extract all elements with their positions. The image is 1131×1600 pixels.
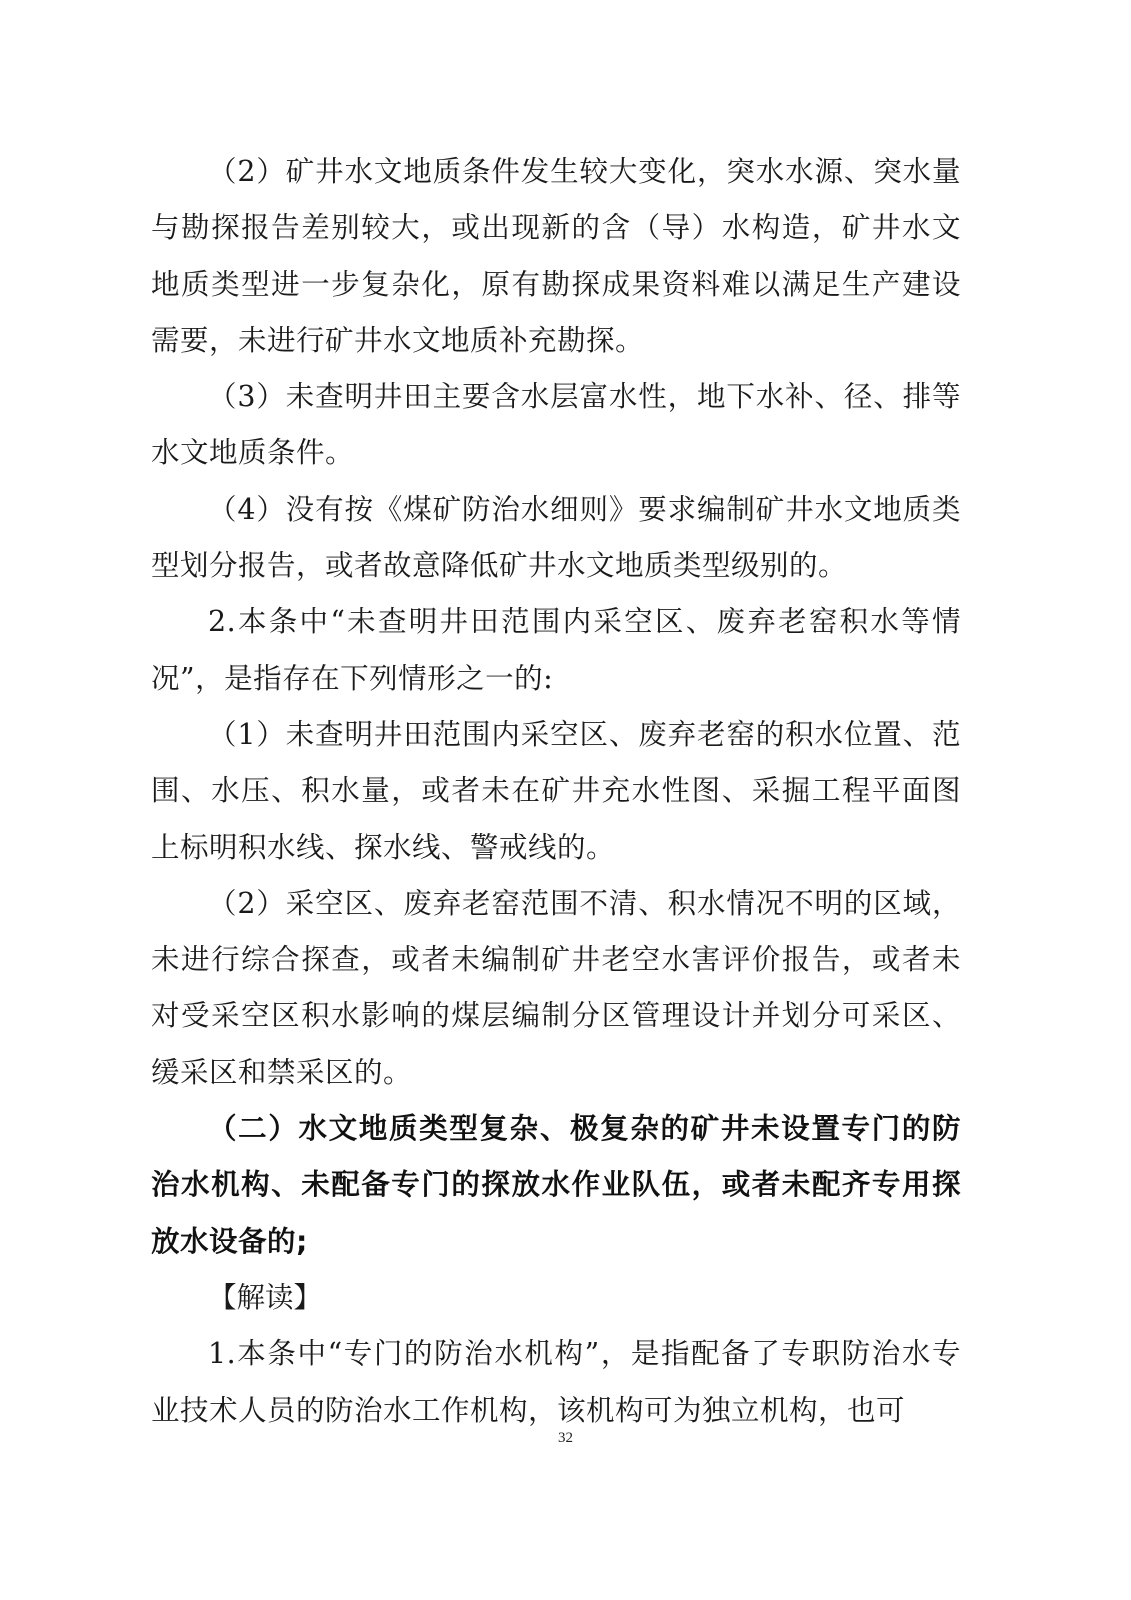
paragraph-aquifer: （3）未查明井田主要含水层富水性，地下水补、径、排等水文地质条件。 (151, 380, 961, 470)
paragraph-goaf-unclear: （2）采空区、废弃老窑范围不清、积水情况不明的区域，未进行综合探查，或者未编制矿井老空水害评价报告，或者未对受采空区积水影响的煤层编制分区管理设计并划分可采区、缓采区和禁采区的。 (151, 886, 961, 1089)
paragraph-hydro-change: （2）矿井水文地质条件发生较大变化，突水水源、突水量与勘探报告差别较大，或出现新的含（导）水构造，矿井水文地质类型进一步复杂化，原有勘探成果资料难以满足生产建设需要，未进行矿井水文地质补充勘探。 (151, 155, 961, 357)
interpretation-tag: 【解读】 (208, 1280, 323, 1314)
paragraph-classification-report: （4）没有按《煤矿防治水细则》要求编制矿井水文地质类型划分报告，或者故意降低矿井水文地质类型级别的。 (151, 492, 961, 583)
paragraph-goaf-definition: 2.本条中“未查明井田范围内采空区、废弃老窑积水等情况”，是指存在下列情形之一的: (151, 605, 961, 695)
document-body (151, 144, 961, 1439)
section-heading: （二）水文地质类型复杂、极复杂的矿井未设置专门的防治水机构、未配备专门的探放水作业队伍，或者未配齐专用探放水设备的; (151, 1112, 961, 1258)
paragraph-goaf-location: （1）未查明井田范围内采空区、废弃老窑的积水位置、范围、水压、积水量，或者未在矿井充水性图、采掘工程平面图上标明积水线、探水线、警戒线的。 (151, 717, 961, 864)
paragraph-dedicated-agency: 1.本条中“专门的防治水机构”，是指配备了专职防治水专业技术人员的防治水工作机构，该机构可为独立机构，也可 (151, 1337, 961, 1427)
page-number: 32 (558, 1430, 573, 1446)
